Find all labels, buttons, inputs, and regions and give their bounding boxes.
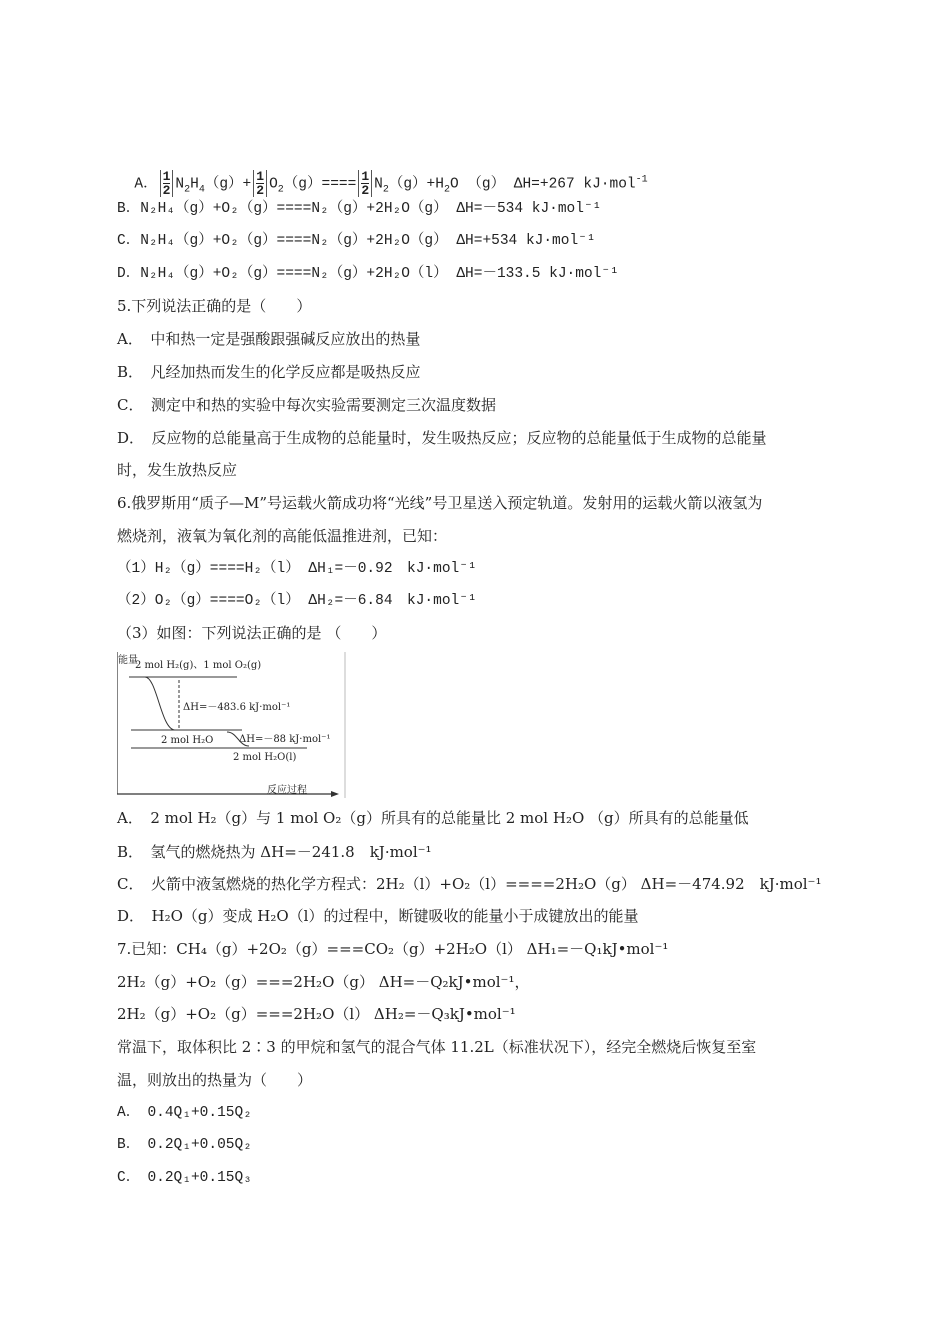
q6-option-d: D． H₂O（g）变成 H₂O（l）的过程中，断键吸收的能量小于成键放出的能量	[117, 907, 639, 925]
q4-option-b: B．N₂H₄（g）+O₂（g）====N₂（g）+2H₂O（g） ΔH=－534 kJ·mol⁻¹	[117, 201, 602, 217]
q4-option-a: A． $\frac{1}{2}$ $N_2H_4(g)+$ $\frac{1}{2}$ $O_2(g)====$ $\frac{1}{2}$ $N_2(g)+H_2O$ （g） ΔH=+267 kJ·mol$^{-1}$	[134, 169, 648, 198]
q7-stem: 7.已知：CH₄（g）+2O₂（g）===CO₂（g）+2H₂O（l） ΔH₁=－Q₁kJ•mol⁻¹	[117, 940, 669, 958]
q7-eq-2: 2H₂（g）+O₂（g）===2H₂O（g） ΔH=－Q₂kJ•mol⁻¹，	[117, 973, 530, 991]
q7-option-c: C． 0.2Q₁+0.15Q₃	[117, 1170, 252, 1186]
q7-eq-3: 2H₂（g）+O₂（g）===2H₂O（l） ΔH₂=－Q₃kJ•mol⁻¹	[117, 1005, 516, 1023]
q7-option-b: B． 0.2Q₁+0.05Q₂	[117, 1137, 252, 1153]
q6-eq-2: （2）O₂（g）====O₂（l） ΔH₂=－6.84 kJ·mol⁻¹	[117, 593, 477, 609]
q4-option-c: C．N₂H₄（g）+O₂（g）====N₂（g）+2H₂O（g） ΔH=+534 kJ·mol⁻¹	[117, 233, 596, 249]
y-label: 能量	[118, 655, 138, 666]
q7-option-a: A． 0.4Q₁+0.15Q₂	[117, 1105, 252, 1121]
q6-stem-1: 6.俄罗斯用“质子—M”号运载火箭成功将“光线”号卫星送入预定轨道。发射用的运载火箭以液氢为	[117, 494, 763, 512]
q5-option-d: D． 反应物的总能量高于生成物的总能量时，发生吸热反应；反应物的总能量低于生成物的总能量	[117, 429, 767, 447]
fraction-half: $\frac{1}{2}$	[253, 170, 267, 197]
q7-text-1: 常温下，取体积比 2∶3 的甲烷和氢气的混合气体 11.2L（标准状况下），经完全燃烧后恢复至室	[117, 1038, 757, 1056]
q5-option-c: C． 测定中和热的实验中每次实验需要测定三次温度数据	[117, 396, 496, 414]
fraction-half: $\frac{1}{2}$	[358, 170, 372, 197]
x-label: 反应过程	[267, 785, 307, 796]
q6-option-c: C． 火箭中液氢燃烧的热化学方程式：2H₂（l）+O₂（l）====2H₂O（g） ΔH=－474.92 kJ·mol⁻¹	[117, 875, 822, 893]
q6-eq-1: （1）H₂（g）====H₂（l） ΔH₁=－0.92 kJ·mol⁻¹	[117, 561, 477, 577]
dh1-label: ΔH=－483.6 kJ·mol⁻¹	[183, 702, 291, 713]
q5-option-a: A． 中和热一定是强酸跟强碱反应放出的热量	[117, 330, 421, 348]
q5-stem: 5.下列说法正确的是（ ）	[117, 297, 312, 315]
level-bottom-label: 2 mol H₂O(l)	[233, 752, 297, 763]
q5-option-b: B． 凡经加热而发生的化学反应都是吸热反应	[117, 363, 421, 381]
q6-option-b: B． 氢气的燃烧热为 ΔH=－241.8 kJ·mol⁻¹	[117, 843, 432, 861]
level-top-label: 2 mol H₂(g)、1 mol O₂(g)	[135, 660, 262, 671]
energy-diagram	[117, 652, 347, 798]
fraction-half: $\frac{1}{2}$	[160, 170, 174, 197]
q4-option-d: D．N₂H₄（g）+O₂（g）====N₂（g）+2H₂O（l） ΔH=－133.5 kJ·mol⁻¹	[117, 266, 619, 282]
curve-1	[145, 677, 175, 730]
option-letter: A．	[134, 176, 158, 193]
level-mid-label: 2 mol H₂O	[161, 735, 214, 746]
q6-stem-2: 燃烧剂，液氧为氧化剂的高能低温推进剂，已知：	[117, 527, 448, 545]
x-axis-arrow	[331, 791, 339, 797]
q6-option-a: A． 2 mol H₂（g）与 1 mol O₂（g）所具有的总能量比 2 mol H₂O （g）所具有的总能量低	[117, 809, 749, 827]
dh2-label: ΔH=－88 kJ·mol⁻¹	[239, 734, 331, 745]
q5-option-d-cont: 时，发生放热反应	[117, 461, 238, 479]
q6-eq-3: （3）如图：下列说法正确的是 （ ）	[117, 624, 387, 642]
q7-text-2: 温，则放出的热量为（ ）	[117, 1071, 313, 1089]
